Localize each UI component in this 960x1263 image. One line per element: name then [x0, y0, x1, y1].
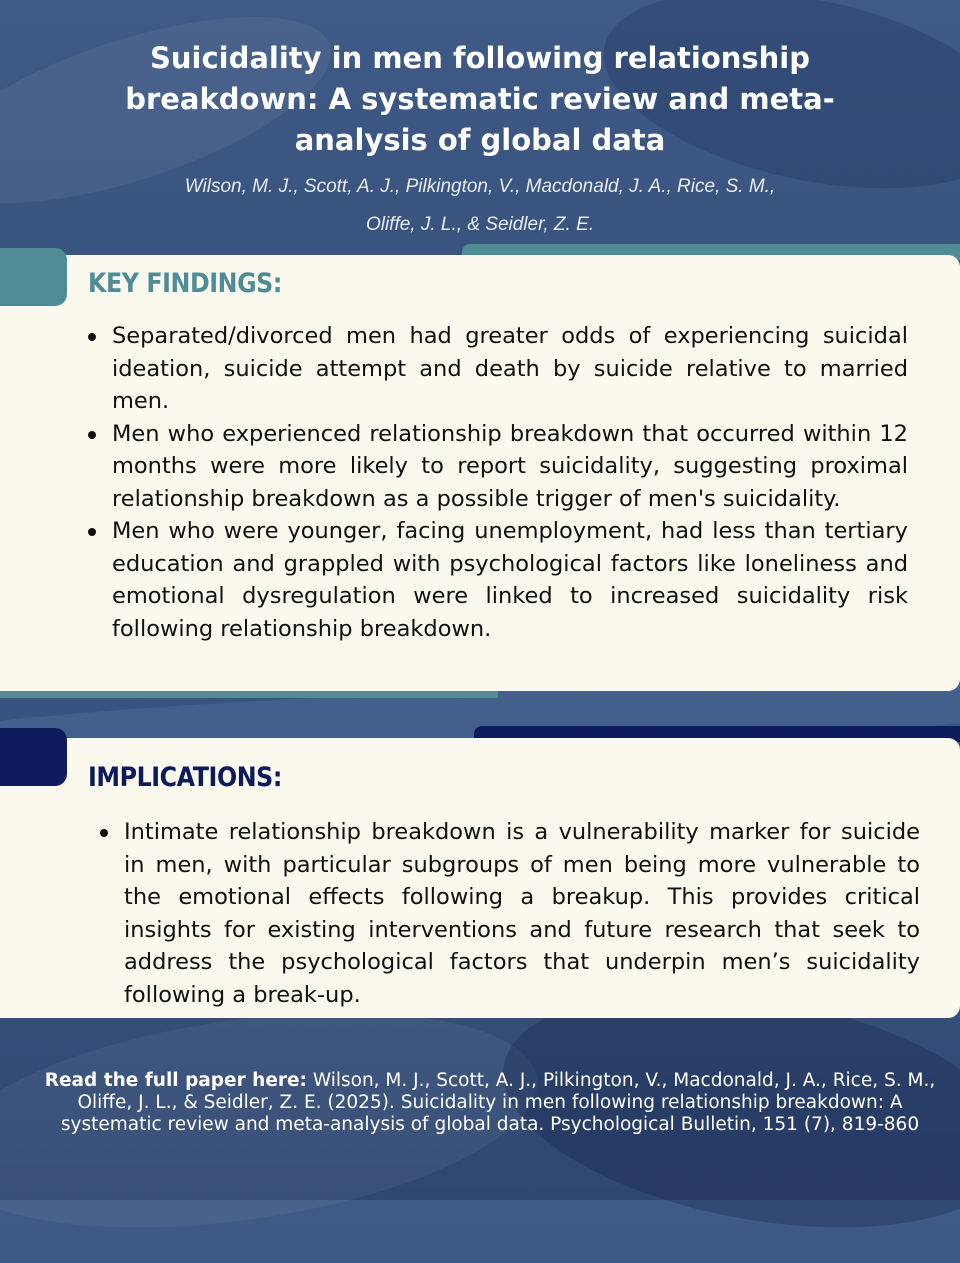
teal-tab-marker	[0, 248, 67, 306]
key-findings-heading: KEY FINDINGS:	[88, 268, 282, 299]
navy-tab-marker	[0, 728, 67, 786]
list-item: Separated/divorced men had greater odds of experiencing suicidal ideation, suicide attempt and death by suicide relative to married men.	[86, 320, 908, 418]
page-title: Suicidality in men following relationship breakdown: A systematic review and meta-analysis of global data	[125, 41, 835, 157]
citation-text: Wilson, M. J., Scott, A. J., Pilkington, V., Macdonald, J. A., Rice, S. M., Oliffe, J. L., & Seidler, Z. E. (2025). Suicidality in men following relationship breakdown: A systematic review and meta-analysis of global data. Psychological Bulletin, 151 (7), 819-860	[60, 1070, 936, 1135]
author-line: Wilson, M. J., Scott, A. J., Pilkington, V., Macdonald, J. A., Rice, S. M.,	[184, 176, 776, 197]
list-item: Intimate relationship breakdown is a vulnerability marker for suicide in men, with particular subgroups of men being more vulnerable to the emotional effects following a breakup. This provides critical insights for existing interventions and future research that seek to address the psychological factors that underpin men’s suicidality following a break-up.	[98, 816, 920, 1011]
implications-heading: IMPLICATIONS:	[88, 762, 282, 793]
author-line: Oliffe, J. L., & Seidler, Z. E.	[365, 214, 595, 235]
list-item: Men who experienced relationship breakdown that occurred within 12 months were more likely to report suicidality, suggesting proximal relationship breakdown as a possible trigger of men's suicidality.	[86, 418, 908, 516]
author-list	[80, 168, 880, 244]
citation-lead: Read the full paper here:	[44, 1070, 307, 1091]
implications-list	[98, 816, 920, 1011]
key-findings-list	[86, 320, 908, 645]
citation-footer	[40, 1070, 940, 1136]
list-item: Men who were younger, facing unemployment, had less than tertiary education and grappled with psychological factors like loneliness and emotional dysregulation were linked to increased suicidality risk following relationship breakdown.	[86, 515, 908, 645]
